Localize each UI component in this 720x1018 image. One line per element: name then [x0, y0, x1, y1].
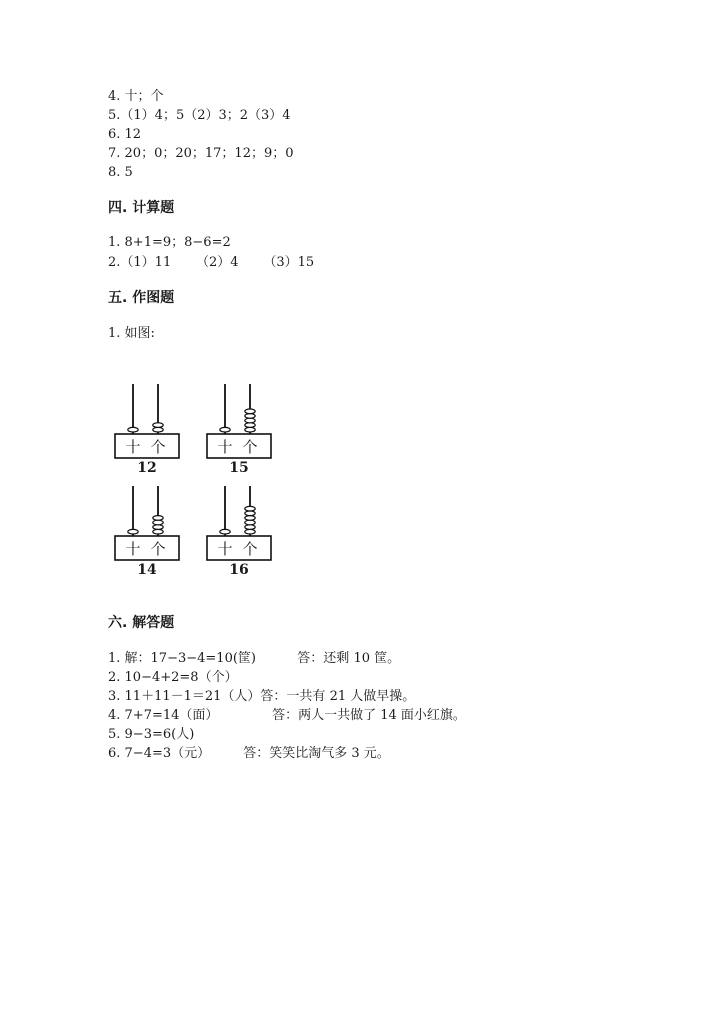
- ones-bead: [153, 529, 163, 534]
- answer-line: 6. 7−4=3（元） 答：笑笑比淘气多 3 元。: [108, 746, 390, 761]
- ones-place-label: 个: [242, 540, 258, 558]
- ones-bead: [245, 423, 255, 428]
- answer-line: 5. 9−3=6(人): [108, 727, 195, 742]
- ones-place-label: 个: [242, 438, 258, 456]
- ones-bead: [245, 529, 255, 534]
- answer-line: 8. 5: [108, 165, 133, 180]
- ones-place-label: 个: [150, 540, 166, 558]
- ones-bead: [153, 516, 163, 521]
- abacus-15: [206, 380, 274, 476]
- abacus-number-label: 12: [137, 460, 157, 476]
- abacus-number-label: 16: [229, 562, 249, 578]
- tens-place-label: 十: [125, 540, 141, 558]
- ones-bead: [245, 414, 255, 419]
- answer-line: 1. 8+1=9；8−6=2: [108, 235, 231, 250]
- ones-bead: [153, 423, 163, 428]
- tens-bead: [220, 529, 230, 534]
- ones-bead: [245, 409, 255, 414]
- abacus-number-label: 14: [137, 562, 157, 578]
- ones-bead: [245, 511, 255, 516]
- abacus-16: [206, 482, 274, 578]
- ones-bead: [153, 520, 163, 525]
- answer-line: 2.（1）11 （2）4 （3）15: [108, 255, 315, 270]
- ones-bead: [245, 506, 255, 511]
- abacus-number-label: 15: [229, 460, 249, 476]
- ones-bead: [153, 427, 163, 432]
- answer-line: 4. 十；个: [108, 89, 164, 104]
- ones-bead: [153, 525, 163, 530]
- tens-place-label: 十: [217, 540, 233, 558]
- tens-bead: [128, 427, 138, 432]
- tens-place-label: 十: [125, 438, 141, 456]
- answer-line: 2. 10−4+2=8（个）: [108, 670, 238, 685]
- tens-bead: [128, 529, 138, 534]
- section-heading: 六. 解答题: [108, 615, 175, 631]
- answer-line: 1. 如图:: [108, 326, 155, 341]
- answer-line: 6. 12: [108, 127, 142, 142]
- ones-bead: [245, 520, 255, 525]
- ones-bead: [245, 516, 255, 521]
- answer-line: 5.（1）4；5（2）3；2（3）4: [108, 108, 291, 123]
- section-heading: 四. 计算题: [108, 200, 175, 216]
- tens-place-label: 十: [217, 438, 233, 456]
- abacus-14: [114, 482, 182, 578]
- ones-bead: [245, 418, 255, 423]
- abacus-12: [114, 380, 182, 476]
- ones-place-label: 个: [150, 438, 166, 456]
- section-heading: 五. 作图题: [108, 290, 175, 306]
- tens-bead: [220, 427, 230, 432]
- ones-bead: [245, 525, 255, 530]
- answer-line: 1. 解：17−3−4=10(筐) 答：还剩 10 筐。: [108, 651, 401, 666]
- answer-line: 3. 11＋11－1＝21（人）答：一共有 21 人做早操。: [108, 689, 416, 704]
- answer-line: 4. 7+7=14（面） 答：两人一共做了 14 面小红旗。: [108, 708, 466, 723]
- answer-line: 7. 20；0；20；17；12；9；0: [108, 146, 294, 161]
- ones-bead: [245, 427, 255, 432]
